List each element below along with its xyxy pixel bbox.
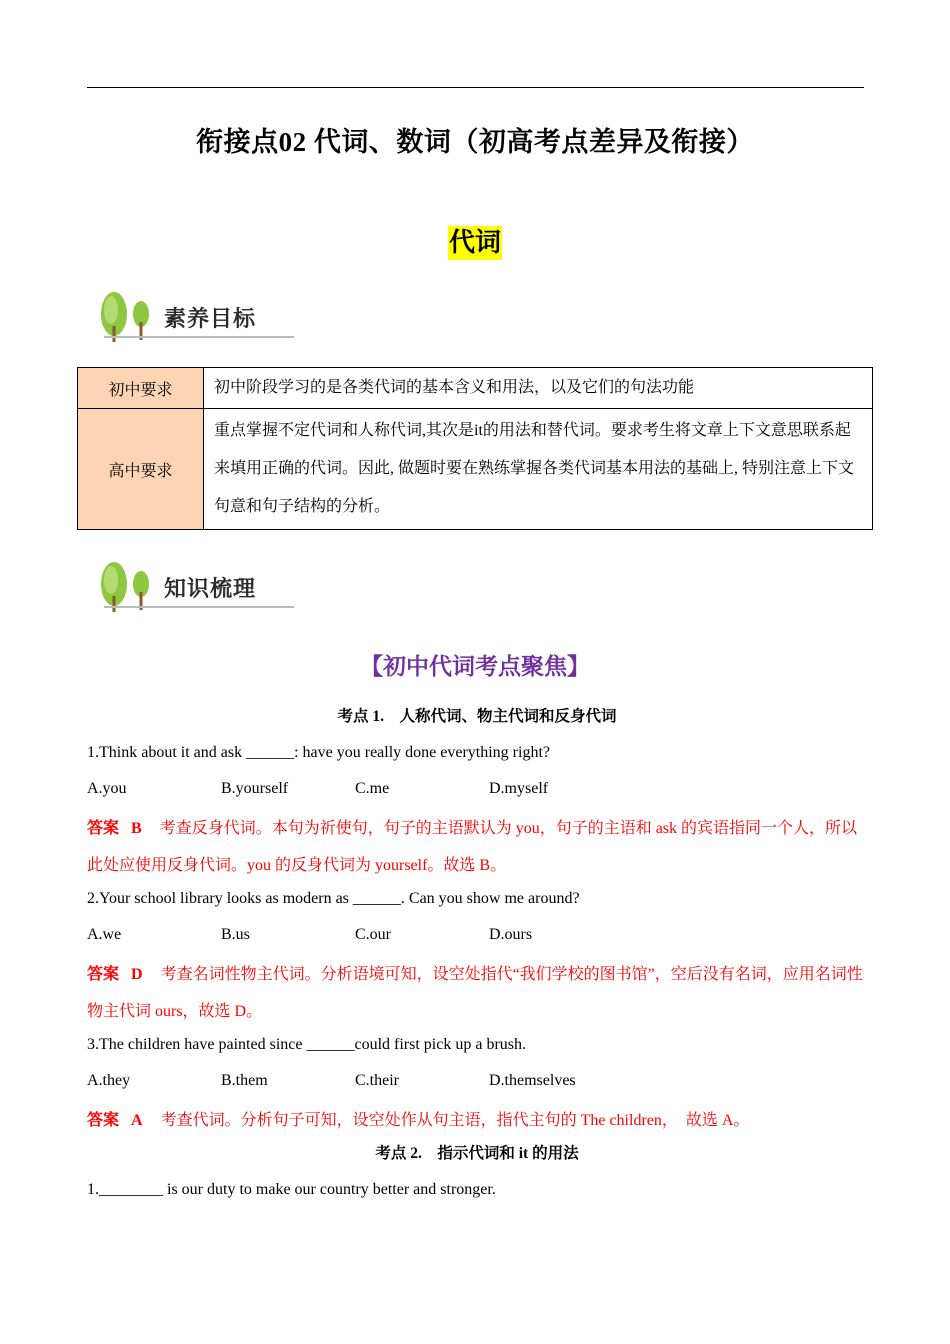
answer-explanation: 考查代词。分析句子可知，设空处作从句主语，指代主句的 The children， 故选 A。 (160, 1112, 750, 1129)
option-a: A.you (87, 780, 127, 797)
knowledge-badge-label: 知识梳理 (164, 577, 257, 602)
option-d: D.themselves (489, 1072, 576, 1089)
knowledge-badge (96, 558, 306, 618)
option-b: B.yourself (221, 780, 289, 797)
option-d: D.myself (489, 780, 549, 797)
question-1-answer (87, 810, 867, 884)
answer-choice: B (131, 820, 142, 837)
page-title: 衔接点02 代词、数词（初高考点差异及衔接） (196, 127, 754, 157)
option-d: D.ours (489, 926, 533, 943)
option-a: A.we (87, 926, 122, 943)
question-3-stem: 3.The children have painted since ______could first pick up a brush. (87, 1036, 526, 1053)
tree-icon (96, 558, 162, 618)
answer-explanation: 考查名词性物主代词。分析语境可知，设空处指代“我们学校的图书馆”，空后没有名词，应用名词性物主代词 ours，故选 D。 (87, 966, 863, 1020)
point-heading-2: 考点 2. 指示代词和 it 的用法 (375, 1145, 579, 1162)
answer-explanation: 考查反身代词。本句为祈使句，句子的主语默认为 you，句子的主语和 ask 的宾语指同一个人，所以此处应使用反身代词。you 的反身代词为 yourself。故选 B。 (87, 820, 858, 874)
section-heading-wrap (0, 226, 950, 260)
question-3-answer (87, 1102, 867, 1139)
question-4-stem: 1.________ is our duty to make our country better and stronger. (87, 1181, 496, 1198)
question-2-answer (87, 956, 867, 1030)
option-b: B.us (221, 926, 250, 943)
row-key: 初中要求 (78, 368, 204, 409)
table-row (78, 409, 873, 530)
exercise-content (87, 702, 867, 1211)
question-1-stem: 1.Think about it and ask ______: have you really done everything right? (87, 744, 550, 761)
option-b: B.them (221, 1072, 268, 1089)
badge-underline (104, 606, 294, 608)
tree-icon (96, 288, 162, 348)
answer-choice: D (131, 966, 143, 983)
answer-tag: 答案 (87, 966, 120, 983)
top-rule (87, 87, 864, 88)
option-c: C.our (355, 926, 391, 943)
goals-badge-label: 素养目标 (164, 307, 257, 332)
focus-title: 【初中代词考点聚焦】 (360, 654, 590, 680)
row-key: 高中要求 (78, 409, 204, 530)
row-value: 初中阶段学习的是各类代词的基本含义和用法，以及它们的句法功能 (204, 368, 873, 409)
point-heading-1: 考点 1. 人称代词、物主代词和反身代词 (337, 708, 617, 725)
option-a: A.they (87, 1072, 131, 1089)
answer-choice: A (131, 1112, 143, 1129)
requirements-table (77, 367, 873, 530)
row-value: 重点掌握不定代词和人称代词,其次是it的用法和替代词。要求考生将文章上下文意思联系起来填用正确的代词。因此, 做题时要在熟练掌握各类代词基本用法的基础上, 特别注意上下文句意和句子结构的分析。 (204, 409, 873, 530)
goals-badge (96, 288, 306, 348)
answer-tag: 答案 (87, 820, 120, 837)
section-heading: 代词 (448, 228, 501, 258)
badge-underline (104, 336, 294, 338)
question-1-options (87, 774, 867, 810)
answer-tag: 答案 (87, 1112, 120, 1129)
option-c: C.their (355, 1072, 399, 1089)
question-2-options (87, 920, 867, 956)
option-c: C.me (355, 780, 390, 797)
table-row (78, 368, 873, 409)
question-2-stem: 2.Your school library looks as modern as ______. Can you show me around? (87, 890, 580, 907)
question-3-options (87, 1066, 867, 1102)
